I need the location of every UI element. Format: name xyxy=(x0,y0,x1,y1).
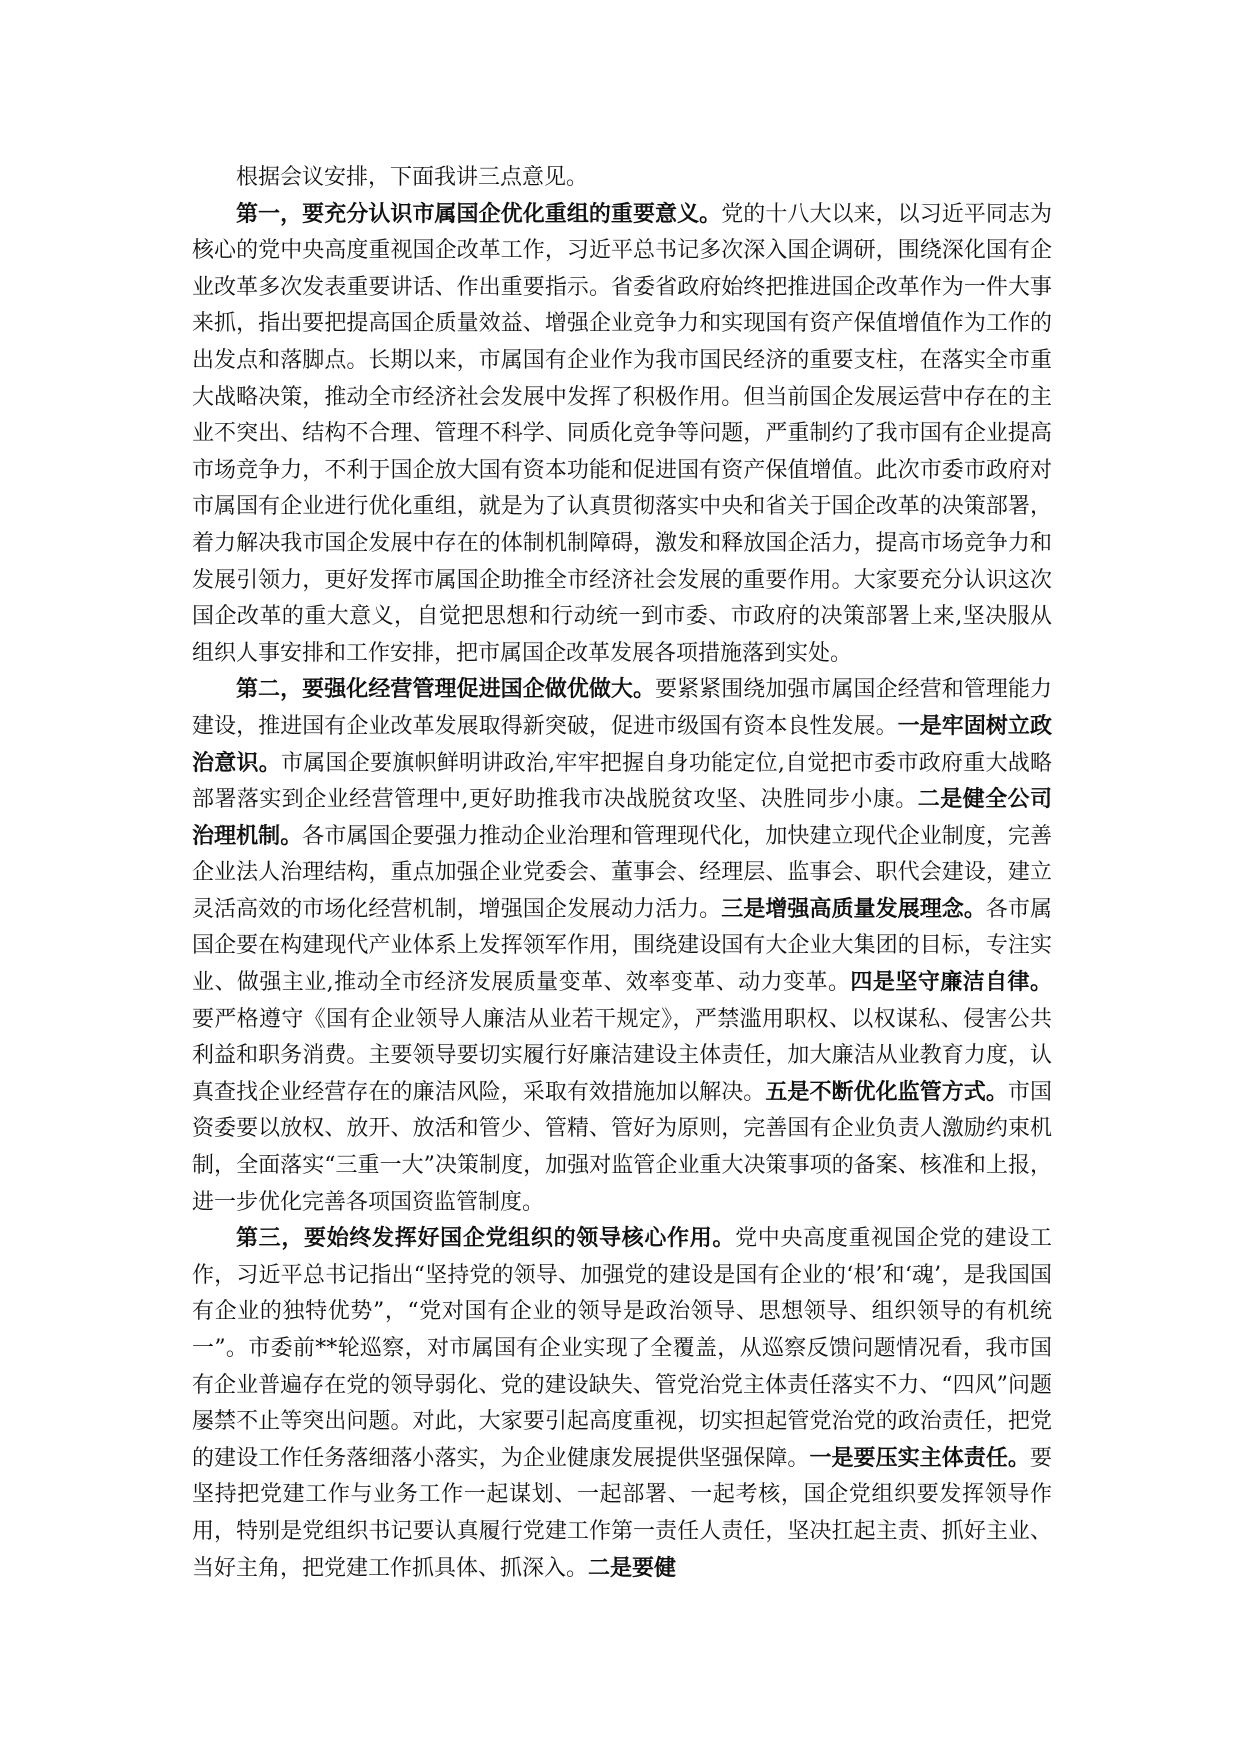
section-3-point-1-heading: 一是要压实主体责任。 xyxy=(809,1445,1030,1471)
document-page xyxy=(192,160,1052,1587)
section-2-point-2-heading: 二是健全公司治理机制。 xyxy=(192,787,1052,849)
section-2-point-3-text: 各市属国企要在构建现代产业体系上发挥领军作用，围绕建设国有大企业大集团的目标，专注实业、做强主业,推动全市经济发展质量变革、效率变革、动力变革。 xyxy=(192,896,1052,996)
intro-text: 根据会议安排，下面我讲三点意见。 xyxy=(236,165,589,190)
section-2-point-5-heading: 五是不断优化监管方式。 xyxy=(765,1079,1008,1105)
section-1-body: 党的十八大以来，以习近平同志为核心的党中央高度重视国企改革工作，习近平总书记多次深入国企调研，围绕深化国有企业改革多次发表重要讲话、作出重要指示。省委省政府始终把推进国企改革作为一件大事来抓，指出要把提高国企质量效益、增强企业竞争力和实现国有资产保值增值作为工作的出发点和落脚点。长期以来，市属国有企业作为我市国民经济的重要支柱，在落实全市重大战略决策，推动全市经济社会发展中发挥了积极作用。但当前国企发展运营中存在的主业不突出、结构不合理、管理不科学、同质化竞争等问题，严重制约了我市国有企业提高市场竞争力，不利于国企放大国有资本功能和促进国有资产保值增值。此次市委市政府对市属国有企业进行优化重组，就是为了认真贯彻落实中央和省关于国企改革的决策部署，着力解决我市国企发展中存在的体制机制障碍，激发和释放国企活力，提高市场竞争力和发展引领力，更好发挥市属国企助推全市经济社会发展的重要作用。大家要充分认识这次国企改革的重大意义，自觉把思想和行动统一到市委、市政府的决策部署上来,坚决服从组织人事安排和工作安排，把市属国企改革发展各项措施落到实处。 xyxy=(192,201,1052,666)
section-2-point-5-text: 市国资委要以放权、放开、放活和管少、管精、管好为原则，完善国有企业负责人激励约束机制，全面落实“三重一大”决策制度，加强对监管企业重大决策事项的备案、核准和上报，进一步优化完善各项国资监管制度。 xyxy=(192,1079,1052,1215)
section-2-intro: 要紧紧围绕加强市属国企经营和管理能力建设，推进国有企业改革发展取得新突破，促进市级国有资本良性发展。 xyxy=(192,677,1052,739)
section-2-point-2-text: 各市属国企要强力推动企业治理和管理现代化，加快建立现代企业制度，完善企业法人治理结构，重点加强企业党委会、董事会、经理层、监事会、职代会建设，建立灵活高效的市场化经营机制，增强国企发展动力活力。 xyxy=(192,823,1052,922)
intro-paragraph xyxy=(192,160,1052,197)
section-3-intro: 党中央高度重视国企党的建设工作，习近平总书记指出“坚持党的领导、加强党的建设是国有企业的‘根’和‘魂’，是我国国有企业的独特优势”，“党对国有企业的领导是政治领导、思想领导、组织领导的有机统一”。市委前**轮巡察，对市属国有企业实现了全覆盖，从巡察反馈问题情况看，我市国有企业普遍存在党的领导弱化、党的建设缺失、管党治党主体责任落实不力、“四风”问题屡禁不止等突出问题。对此，大家要引起高度重视，切实担起管党治党的政治责任，把党的建设工作任务落细落小落实，为企业健康发展提供坚强保障。 xyxy=(192,1226,1052,1471)
section-2-point-1-text: 市属国企要旗帜鲜明讲政治,牢牢把握自身功能定位,自觉把市委市政府重大战略部署落实到企业经营管理中,更好助推我市决战脱贫攻坚、决胜同步小康。 xyxy=(192,750,1052,813)
section-2-paragraph xyxy=(192,672,1052,1221)
section-3-heading: 第三，要始终发挥好国企党组织的领导核心作用。 xyxy=(236,1226,736,1252)
section-1-paragraph xyxy=(192,197,1052,673)
section-2-point-3-heading: 三是增强高质量发展理念。 xyxy=(721,896,986,922)
section-2-heading: 第二，要强化经营管理促进国企做优做大。 xyxy=(236,677,656,703)
section-2-point-4-heading: 四是坚守廉洁自律。 xyxy=(850,970,1052,996)
section-2-point-4-text: 要严格遵守《国有企业领导人廉洁从业若干规定》，严禁滥用职权、以权谋私、侵害公共利益和职务消费。主要领导要切实履行好廉洁建设主体责任，加大廉洁从业教育力度，认真查找企业经营存在的廉洁风险，采取有效措施加以解决。 xyxy=(192,1006,1052,1105)
section-3-paragraph xyxy=(192,1221,1052,1587)
section-3-point-2-heading: 二是要健 xyxy=(588,1555,677,1581)
section-1-heading: 第一，要充分认识市属国企优化重组的重要意义。 xyxy=(236,201,722,227)
section-3-point-1-text: 要坚持把党建工作与业务工作一起谋划、一起部署、一起考核，国企党组织要发挥领导作用，特别是党组织书记要认真履行党建工作第一责任人责任，坚决扛起主责、抓好主业、当好主角，把党建工作抓具体、抓深入。 xyxy=(192,1445,1052,1581)
section-2-point-1-heading: 一是牢固树立政治意识。 xyxy=(192,713,1052,776)
